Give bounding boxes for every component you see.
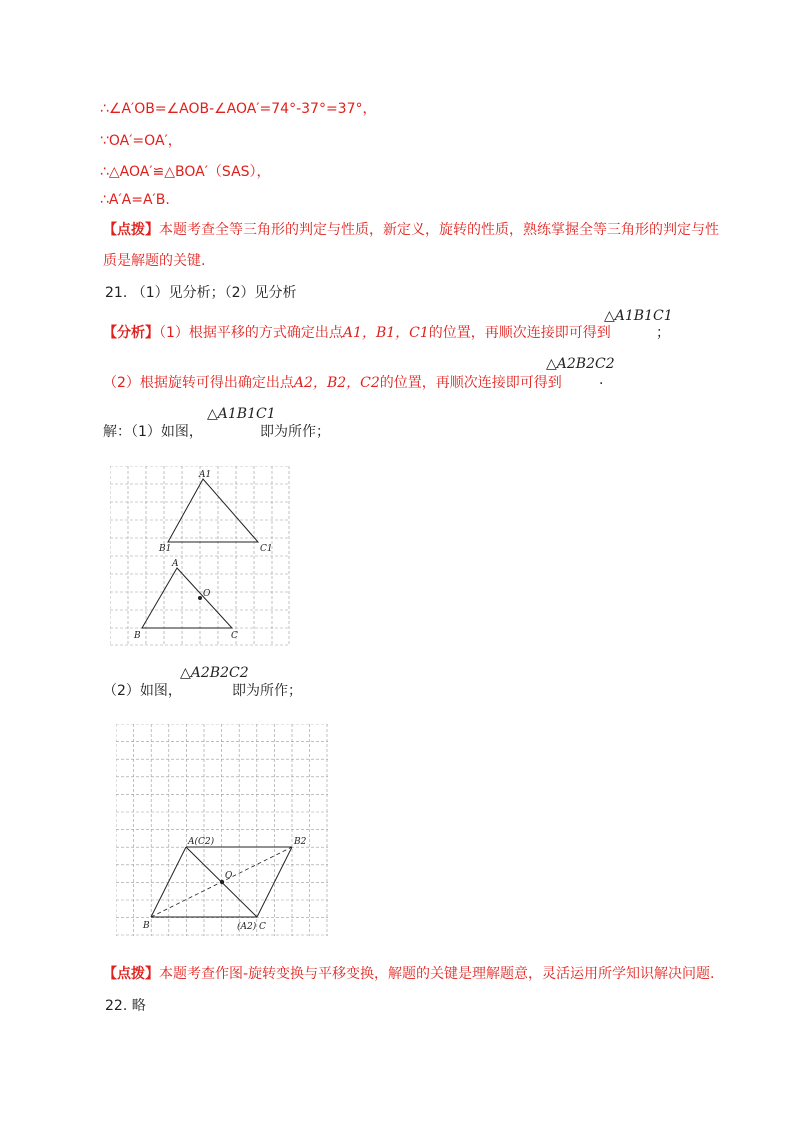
solution-2-suffix: 即为所作； bbox=[232, 683, 302, 699]
triangle-label-a2b2c2-solution: △A2B2C2 bbox=[180, 665, 249, 681]
solution-1-prefix: 解：（1）如图， bbox=[103, 424, 203, 440]
tip-text-line-2: 质是解题的关键. bbox=[103, 253, 206, 269]
label-a: A bbox=[172, 559, 179, 569]
label-b: B bbox=[134, 631, 141, 641]
proof-line-2: ∵OA′=OA′， bbox=[100, 133, 182, 149]
label-a2: (A2) bbox=[237, 922, 257, 932]
analysis-line-1 bbox=[103, 322, 611, 342]
label-b1: B1 bbox=[159, 544, 172, 554]
point-o bbox=[198, 596, 202, 600]
proof-line-4: ∴A′A=A′B. bbox=[100, 192, 170, 208]
proof-line-3: ∴△AOA′≌△BOA′（SAS）， bbox=[100, 164, 271, 180]
label-b-2: B bbox=[143, 921, 150, 931]
label-c1: C1 bbox=[260, 544, 273, 554]
tip-tag-2: 【点拨】 bbox=[103, 966, 159, 982]
points-1: A1，B1，C1 bbox=[342, 325, 429, 341]
analysis-text-2a: （2）根据旋转可得出确定出点 bbox=[103, 375, 294, 391]
analysis-text-1a: （1）根据平移的方式确定出点 bbox=[159, 325, 343, 341]
analysis-text-1b: 的位置，再顺次连接即可得到 bbox=[428, 325, 611, 341]
analysis-line-2 bbox=[103, 372, 562, 392]
triangle-abc bbox=[142, 568, 232, 628]
triangle-label-a2b2c2-analysis: △A2B2C2 bbox=[546, 356, 615, 372]
tip-paragraph-1 bbox=[103, 219, 719, 239]
solution-2-prefix: （2）如图， bbox=[103, 683, 182, 699]
triangle-label-a1b1c1-solution: △A1B1C1 bbox=[207, 406, 276, 422]
analysis-text-2b: 的位置，再顺次连接即可得到 bbox=[379, 375, 562, 391]
point-o-2 bbox=[220, 880, 224, 884]
analysis-semicolon: ； bbox=[656, 325, 670, 341]
analysis-tag: 【分析】 bbox=[103, 325, 159, 341]
label-c: C bbox=[231, 631, 238, 641]
figure-2-rotation-grid bbox=[116, 724, 328, 936]
tip-text-line-1: 本题考查全等三角形的判定与性质，新定义，旋转的性质，熟练掌握全等三角形的判定与性 bbox=[159, 222, 719, 238]
points-2: A2，B2，C2 bbox=[293, 375, 380, 391]
solution-1-suffix: 即为所作； bbox=[260, 424, 330, 440]
triangle-label-a1b1c1-analysis: △A1B1C1 bbox=[604, 308, 673, 324]
question-22-header: 22. 略 bbox=[105, 998, 146, 1014]
question-21-header: 21. （1）见分析；（2）见分析 bbox=[105, 285, 297, 301]
label-o: O bbox=[203, 589, 211, 599]
tip-paragraph-2 bbox=[103, 963, 715, 983]
label-a-c2: A(C2) bbox=[188, 837, 215, 847]
label-b2: B2 bbox=[294, 837, 307, 847]
label-c-2: C bbox=[259, 922, 266, 932]
label-a1: A1 bbox=[199, 470, 212, 480]
tip-text-2: 本题考查作图-旋转变换与平移变换，解题的关键是理解题意，灵活运用所学知识解决问题. bbox=[159, 966, 715, 982]
proof-line-1: ∴∠A′OB=∠AOB-∠AOA′=74°-37°=37°， bbox=[100, 101, 377, 117]
triangle-a1b1c1 bbox=[168, 479, 258, 542]
figure-1-translation-grid bbox=[110, 466, 290, 646]
tip-tag: 【点拨】 bbox=[103, 222, 159, 238]
analysis-period: . bbox=[599, 372, 604, 388]
label-o-2: O bbox=[225, 871, 233, 881]
